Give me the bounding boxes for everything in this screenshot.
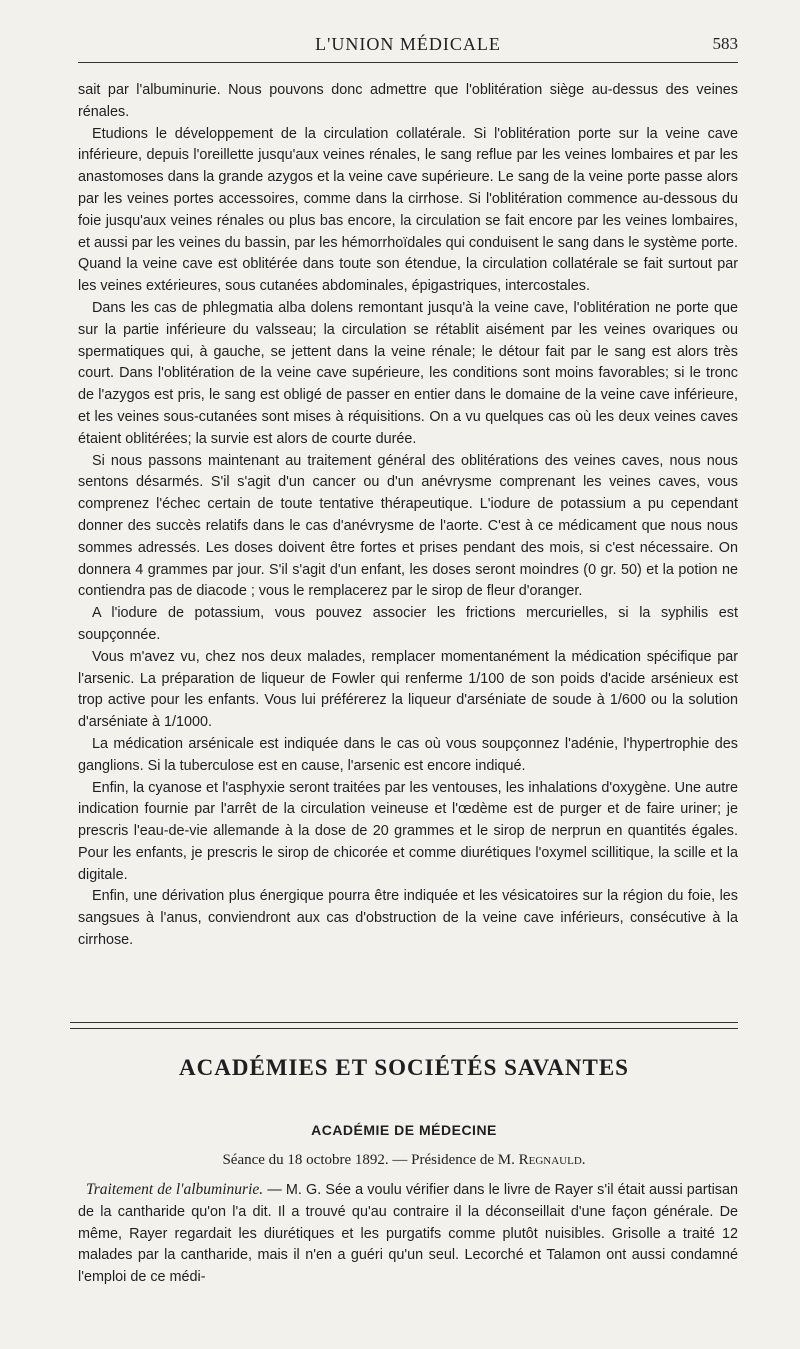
- page-number: 583: [712, 34, 738, 53]
- session-president: Regnauld.: [518, 1152, 586, 1168]
- paragraph: sait par l'albuminurie. Nous pouvons donc admettre que l'oblitération siège au-dessus des veines rénales.: [78, 82, 738, 120]
- section-divider: [70, 1022, 738, 1029]
- header-rule: [78, 62, 738, 63]
- session-line: [70, 1152, 738, 1169]
- article-body: [78, 80, 738, 952]
- paragraph: Dans les cas de phlegmatia alba dolens remontant jusqu'à la veine cave, l'oblitération ne porte que sur la partie inférieure du valsseau; la circulation se rétablit aisément par les veines ovariques ou spermatiques qui, à gauche, se jettent dans la veine rénale; le détour fait par le sang est alors très court. Dans l'oblitération de la veine cave supérieure, les conditions sont moins favorables; si le tronc de l'azygos est pris, le sang est obligé de passer en entier dans le domaine de la veine cave inférieure, et les veines sous-cutanées sont mises à réquisitions. On a vu quelques cas où les deux veines caves étaient oblitérées; la survie est alors de courte durée.: [78, 299, 738, 447]
- paragraph: Enfin, la cyanose et l'asphyxie seront traitées par les ventouses, les inhalations d'oxygène. Une autre indication fournie par l'arrêt de la circulation veineuse et l'œdème est de purger et de faire uriner; je prescris l'eau-de-vie allemande à la dose de 20 grammes et le sirop de nerprun en quantités égales. Pour les enfants, je prescris le sirop de chicorée et comme diurétiques l'oxymel scillitique, la scille et la digitale.: [78, 779, 738, 883]
- report-body: [78, 1179, 738, 1289]
- running-title: L'UNION MÉDICALE: [315, 34, 501, 54]
- paragraph: Si nous passons maintenant au traitement général des oblitérations des veines caves, nous nous sentons désarmés. S'il s'agit d'un cancer ou d'un anévrysme comprenant les veines caves, vous comprenez l'échec certain de toute tentative thérapeutique. L'iodure de potassium a pu cependant donner des succès relatifs dans le cas d'anévrysme de l'aorte. C'est à ce médicament que nous nous sommes adressés. Les doses doivent être fortes et prises pendant des mois, si c'est nécessaire. On donnera 4 grammes par jour. S'il s'agit d'un enfant, les doses seront moindres (0 gr. 50) et la potion ne contiendra pas de diacode ; vous le remplacerez par le sirop de fleur d'oranger.: [78, 452, 738, 600]
- report-paragraph: [78, 1179, 738, 1289]
- paragraph: La médication arsénicale est indiquée dans le cas où vous soupçonnez l'adénie, l'hypertrophie des ganglions. Si la tuberculose est en cause, l'arsenic est encore indiqué.: [78, 735, 738, 774]
- paragraph: Enfin, une dérivation plus énergique pourra être indiquée et les vésicatoires sur la région du foie, les sangsues à l'anus, conviendront aux cas d'obstruction de la veine cave inférieurs, consécutive à la cirrhose.: [78, 888, 738, 949]
- section-title: ACADÉMIES ET SOCIÉTÉS SAVANTES: [179, 1055, 629, 1080]
- page-header: [78, 32, 738, 62]
- paragraph: A l'iodure de potassium, vous pouvez associer les frictions mercurielles, si la syphilis est soupçonnée.: [78, 605, 738, 643]
- paragraph: Etudions le développement de la circulation collatérale. Si l'oblitération porte sur la veine cave inférieure, depuis l'oreillette jusqu'aux veines rénales, le sang reflue par les veines lombaires et par les anastomoses dans la grande azygos et la veine cave supérieure. Le sang de la veine porte passe alors par les veines portes accessoires, comme dans la cirrhose. Si l'oblitération commence au-dessous du foie jusqu'aux veines rénales ou plus bas encore, la circulation se fait encore par les veines lombaires, et aussi par les veines du bassin, par les hémorrhoïdales qui conduisent le sang dans le système porte. Quand la veine cave est oblitérée dans toute son étendue, la circulation collatérale se fait surtout par les veines extérieures, sous cutanées abdominales, épigastriques, intercostales.: [78, 125, 738, 295]
- paragraph: Vous m'avez vu, chez nos deux malades, remplacer momentanément la médication spécifique par l'arsenic. La préparation de liqueur de Fowler qui renferme 1/100 de son poids d'acide arsénieux est trop active pour les enfants. Vous lui préférerez la liqueur d'arséniate de soude à 1/600 ou la solution d'arséniate à 1/1000.: [78, 648, 738, 731]
- report-text: — M. G. Sée a voulu vérifier dans le livre de Rayer s'il était aussi partisan de la cantharide qu'on l'a dit. Il a trouvé qu'au contraire il la déconseillait d'une façon générale. De même, Rayer regardait les diurétiques et les purgatifs comme plutôt nuisibles. Grisolle a traité 12 malades par la cantharide, mais il n'en a guéri qu'un seul. Lecorché et Talamon ont aussi condamné l'emploi de ce médi-: [78, 1182, 738, 1286]
- subsection-title: ACADÉMIE DE MÉDECINE: [311, 1122, 497, 1138]
- report-title: Traitement de l'albuminurie.: [86, 1181, 264, 1198]
- session-prefix: Séance du 18 octobre 1892. — Présidence de M.: [222, 1152, 515, 1168]
